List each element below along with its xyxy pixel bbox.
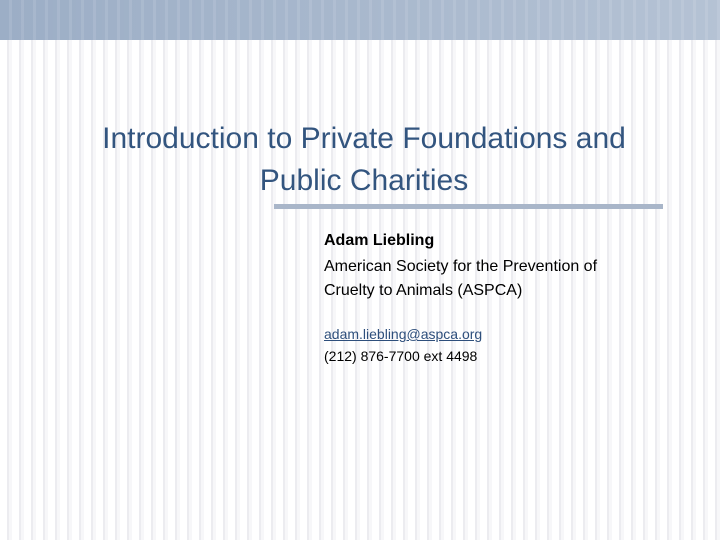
top-decorative-band xyxy=(0,0,720,40)
organization-line-1: American Society for the Prevention of xyxy=(324,258,598,275)
phone-number: (212) 876-7700 ext 4498 xyxy=(324,348,478,364)
presenter-organization xyxy=(324,255,664,303)
email-link[interactable]: adam.liebling@aspca.org xyxy=(324,326,483,342)
presenter-block xyxy=(324,230,664,367)
slide-title-line-2: Public Charities xyxy=(259,164,469,197)
presenter-name: Adam Liebling xyxy=(324,232,435,249)
title-divider xyxy=(274,204,663,209)
slide-title-line-1: Introduction to Private Foundations and xyxy=(102,122,626,155)
organization-line-2: Cruelty to Animals (ASPCA) xyxy=(324,282,523,299)
slide-title xyxy=(40,118,688,202)
